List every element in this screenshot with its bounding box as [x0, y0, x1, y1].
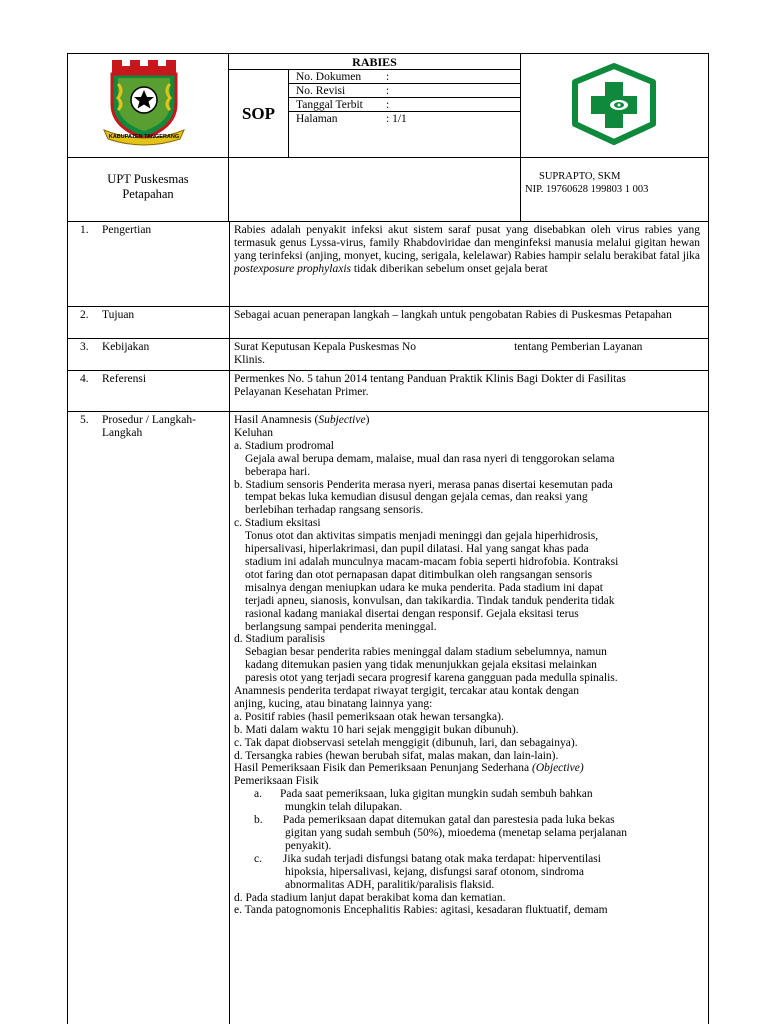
- kebijakan-sk: Surat Keputusan Kepala Puskesmas No: [234, 341, 417, 353]
- fisik-item-c: [234, 853, 700, 866]
- section-pengertian: [67, 222, 709, 307]
- fisik-item-d: d. Pada stadium lanjut dapat berakibat koma dan kematian.: [234, 891, 506, 904]
- stadium-c-line: hipersalivasi, hiperlakrimasi, dan pupil dilatasi. Hal yang sangat khas pada: [245, 543, 589, 556]
- stadium-b-line: b. Stadium sensoris Penderita merasa nyeri, merasa panas disertai kesemutan pada: [234, 478, 613, 491]
- logo-cell: [68, 54, 229, 157]
- sop-label: SOP: [229, 70, 289, 157]
- stadium-a-line: Gejala awal berupa demam, malaise, mual dan rasa nyeri di tenggorokan selama: [245, 452, 615, 465]
- anamnesis-heading: [234, 414, 700, 427]
- riwayat-item: a. Positif rabies (hasil pemeriksaan otak hewan tersangka).: [234, 710, 504, 723]
- signature-space: [229, 158, 521, 221]
- meta-label: No. Revisi: [296, 85, 346, 97]
- objective-heading: [234, 762, 700, 775]
- stadium-c-line: otot faring dan otot pernapasan dapat ditimbulkan oleh rangsangan sensoris: [245, 568, 593, 581]
- pengertian-text: Rabies adalah penyakit infeksi akut sistem saraf pusat yang disebabkan oleh virus rabies yang termasuk genus Lyssa-virus, family Rhabdoviridae dan menginfeksi manusia melalui gigitan hewan yang terinfeksi (anjing, monyet, kucing, serigala, kelelawar) Rabies hampir selalu berakibat fatal jika: [234, 224, 700, 262]
- unit-name-line2: Petapahan: [122, 187, 174, 201]
- objective-heading-text: Hasil Pemeriksaan Fisik dan Pemeriksaan Penunjang Sederhana: [234, 762, 532, 775]
- section-label: Referensi: [102, 373, 147, 385]
- puskesmas-logo-cell: [521, 54, 708, 157]
- meta-halaman: [289, 112, 520, 126]
- section-label: Tujuan: [102, 309, 135, 321]
- pemeriksaan-fisik-heading: Pemeriksaan Fisik: [234, 775, 319, 788]
- section-referensi: [67, 371, 709, 412]
- fisik-line: mungkin telah dilupakan.: [285, 801, 403, 814]
- fisik-text: Jika sudah terjadi disfungsi batang otak maka terdapat: hiperventilasi: [280, 852, 601, 865]
- stadium-c-line: berlangsung sampai penderita meninggal.: [245, 620, 437, 633]
- fisik-item-e: e. Tanda patognomonis Encephalitis Rabies: agitasi, kesadaran fluktuatif, demam: [234, 904, 608, 917]
- sop-header: [67, 53, 709, 158]
- puskesmas-cross-icon: [521, 54, 708, 157]
- stadium-c-title: c. Stadium eksitasi: [234, 517, 321, 530]
- pengertian-italic: postexposure prophylaxis: [234, 263, 352, 275]
- kebijakan-tentang: tentang Pemberian Layanan: [514, 341, 643, 353]
- kebijakan-line2: Klinis.: [234, 354, 265, 366]
- list-marker: c.: [254, 852, 262, 865]
- list-marker: a.: [254, 788, 262, 801]
- pengertian-text-end: tidak diberikan sebelum onset gejala berat: [351, 263, 548, 275]
- fisik-line: penyakit).: [285, 839, 332, 852]
- fisik-line: hipoksia, hipersalivasi, kejang, disfungsi saraf otonom, sindroma: [285, 865, 584, 878]
- anamnesis-heading-italic: Subjective: [318, 414, 366, 426]
- meta-value: :: [386, 71, 390, 83]
- section-kebijakan: [67, 339, 709, 371]
- stadium-c-line: stadium ini adalah munculnya macam-macam fobia seperti hidrofobia. Kontraksi: [245, 555, 619, 568]
- signer-nip: NIP. 19760628 199803 1 003: [525, 184, 649, 195]
- section-number: 3.: [80, 341, 89, 353]
- stadium-b-line: berlebihan terhadap rangsang sensoris.: [245, 504, 424, 517]
- section-label: Kebijakan: [102, 341, 150, 353]
- fisik-line: abnormalitas ADH, paralitik/paralisis flaksid.: [285, 878, 495, 891]
- section-prosedur: [67, 412, 709, 1024]
- fisik-item-a: [234, 788, 700, 801]
- meta-label: No. Dokumen: [296, 71, 362, 83]
- section-content: [229, 339, 708, 370]
- document-title: RABIES: [229, 54, 520, 70]
- section-content: [229, 371, 708, 411]
- stadium-c-line: misalnya dengan meniupkan udara ke muka penderita. Pada stadium ini dapat: [245, 581, 603, 594]
- signer-name: SUPRAPTO, SKM: [539, 171, 621, 182]
- riwayat-item: b. Mati dalam waktu 10 hari sejak menggigit bukan dibunuh).: [234, 723, 519, 736]
- section-number: 2.: [80, 309, 89, 321]
- unit-cell: [68, 158, 229, 221]
- stadium-a-line: beberapa hari.: [245, 465, 311, 478]
- section-content: [229, 222, 708, 306]
- stadium-c-line: Tonus otot dan aktivitas simpatis menjadi meninggi dan gejala hiperhidrosis,: [245, 530, 599, 543]
- section-number: 4.: [80, 373, 89, 385]
- referensi-text: Permenkes No. 5 tahun 2014 tentang Panduan Praktik Klinis Bagi Dokter di Fasilitas: [234, 373, 626, 385]
- fisik-item-b: [234, 814, 700, 827]
- objective-heading-italic: (Objective): [531, 762, 584, 775]
- stadium-d-line: kadang ditemukan pasien yang tidak menunjukkan gejala eksitasi melainkan: [245, 659, 597, 672]
- riwayat-item: c. Tak dapat diobservasi setelah menggigit (dibunuh, lari, dan sebagainya).: [234, 736, 578, 749]
- section-content: [229, 412, 708, 1024]
- section-number: 1.: [80, 224, 89, 236]
- meta-value: : 1/1: [386, 113, 407, 125]
- title-cell: [229, 54, 521, 157]
- stadium-d-line: paresis otot yang terjadi secara progresif karena gangguan pada medulla spinalis.: [245, 672, 618, 685]
- fisik-line: gigitan yang sudah sembuh (50%), mioedema (menetap selama perjalanan: [285, 827, 628, 839]
- riwayat-line: anjing, kucing, atau binatang lainnya yang:: [234, 697, 433, 710]
- kebijakan-line1: [234, 341, 700, 354]
- unit-name-line1: UPT Puskesmas: [107, 172, 189, 186]
- meta-label: Halaman: [296, 113, 338, 125]
- section-tujuan: [67, 307, 709, 339]
- unit-signature-row: [67, 158, 709, 222]
- keluhan-heading: Keluhan: [234, 426, 273, 439]
- meta-label: Tanggal Terbit: [296, 99, 363, 111]
- section-label: Prosedur / Langkah-Langkah: [102, 414, 196, 439]
- stadium-c-line: rasional kadang maniakal disertai dengan responsif. Gejala eksitasi terus: [245, 607, 579, 620]
- svg-text:KABUPATEN TANGERANG: KABUPATEN TANGERANG: [108, 134, 180, 140]
- riwayat-item: d. Tersangka rabies (hewan berubah sifat, malas makan, dan lain-lain).: [234, 749, 559, 762]
- section-number: 5.: [80, 414, 89, 426]
- section-label: Pengertian: [102, 224, 152, 236]
- anamnesis-heading-text: Hasil Anamnesis (: [234, 414, 319, 426]
- fisik-text: Pada saat pemeriksaan, luka gigitan mungkin sudah sembuh bahkan: [280, 788, 593, 801]
- signer-cell: [521, 158, 708, 221]
- referensi-line2: Pelayanan Kesehatan Primer.: [234, 386, 369, 398]
- fisik-text: Pada pemeriksaan dapat ditemukan gatal dan parestesia pada luka bekas: [280, 814, 615, 827]
- riwayat-line: Anamnesis penderita terdapat riwayat tergigit, tercakar atau kontak dengan: [234, 685, 579, 698]
- section-content: Sebagai acuan penerapan langkah – langkah untuk pengobatan Rabies di Puskesmas Petapahan: [229, 307, 708, 338]
- stadium-b-line: tempat bekas luka kemudian disusul dengan gejala cemas, dan reaksi yang: [245, 491, 588, 504]
- stadium-c-line: terjadi apneu, sianosis, konvulsan, dan takikardia. Tindak tanduk penderita tidak: [245, 594, 615, 607]
- meta-value: :: [386, 99, 390, 111]
- list-marker: b.: [254, 814, 263, 827]
- stadium-d-line: Sebagian besar penderita rabies meninggal dalam stadium sebelumnya, namun: [245, 646, 607, 659]
- meta-no-revisi: [289, 84, 520, 98]
- meta-tanggal-terbit: [289, 98, 520, 112]
- meta-no-dokumen: [289, 70, 520, 84]
- stadium-d-title: d. Stadium paralisis: [234, 633, 326, 646]
- stadium-a-title: a. Stadium prodromal: [234, 439, 334, 452]
- meta-value: :: [386, 85, 390, 97]
- kabupaten-tangerang-crest-icon: [68, 54, 229, 157]
- anamnesis-heading-close: ): [365, 414, 370, 426]
